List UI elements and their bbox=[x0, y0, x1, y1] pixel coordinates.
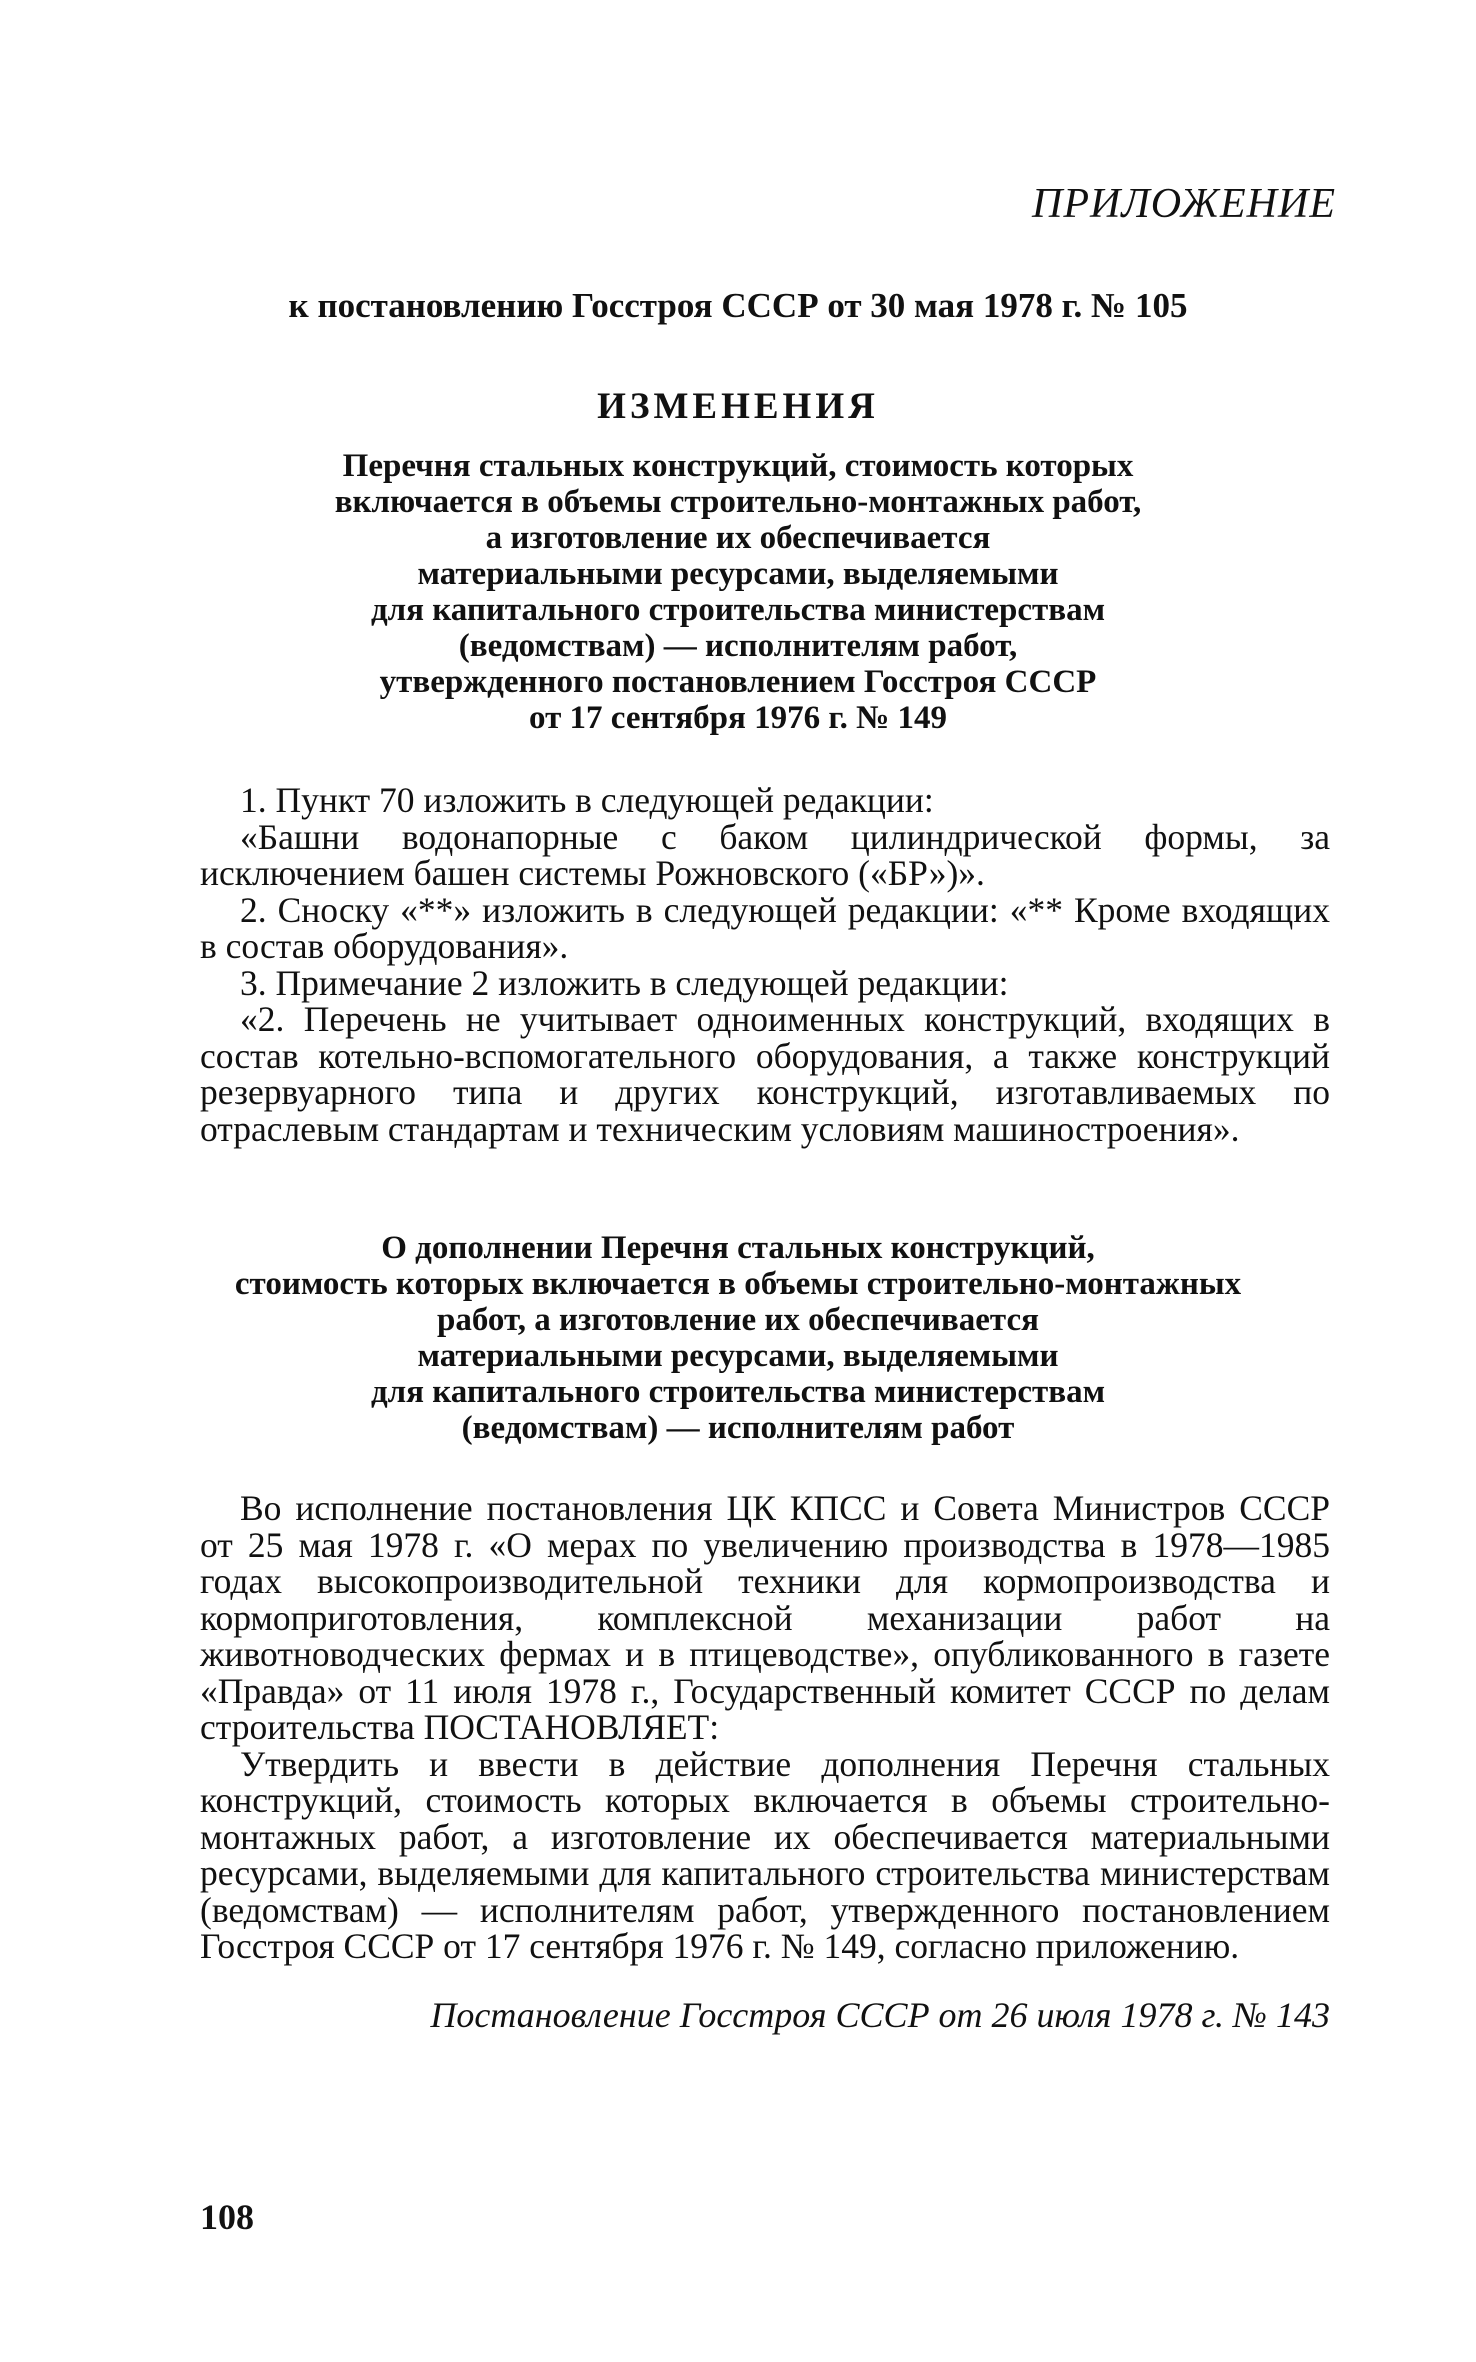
addition-title-line: для капитального строительства министерствам bbox=[370, 1374, 1106, 1410]
change-item: «Башни водонапорные с баком цилиндрической формы, за исключением башен системы Рожновского («БР»)». bbox=[200, 816, 1330, 893]
change-item: 1. Пункт 70 изложить в следующей редакции: bbox=[240, 780, 934, 820]
change-item: 3. Примечание 2 изложить в следующей редакции: bbox=[240, 962, 1009, 1003]
changes-title: ИЗМЕНЕНИЯ bbox=[597, 386, 879, 427]
changes-subtitle-line: (ведомствам) — исполнителям работ, bbox=[458, 628, 1018, 664]
decree-text bbox=[200, 1490, 1330, 1965]
changes-subtitle bbox=[200, 448, 1276, 736]
addition-title-line: (ведомствам) — исполнителям работ bbox=[461, 1410, 1015, 1446]
changes-subtitle-line: для капитального строительства министерствам bbox=[370, 592, 1106, 628]
addition-title-line: стоимость которых включается в объемы строительно-монтажных bbox=[234, 1266, 1242, 1302]
decree-paragraph: Во исполнение постановления ЦК КПСС и Совета Министров СССР от 25 мая 1978 г. «О мерах по увеличению производства в 1978—1985 годах высокопроизводительной техники для кормопроизводства и кормоприготовления, комплексной механизации работ на животноводческих фермах и в птицеводстве», опубликованного в газете «Правда» от 11 июля 1978 г., Государственный комитет СССР по делам строительства ПОСТАНОВЛЯЕТ: bbox=[200, 1488, 1330, 1747]
page-number: 108 bbox=[200, 2197, 254, 2237]
decree-paragraph: Утвердить и ввести в действие дополнения Перечня стальных конструкций, стоимость которых включается в объемы строительно-монтажных работ, а изготовление их обеспечивается материальными ресурсами, выделяемыми для капитального строительства министерствам (ведомствам) — исполнителям работ, утвержденного постановлением Госстроя СССР от 17 сентября 1976 г. № 149, согласно приложению. bbox=[200, 1743, 1330, 1966]
appendix-label: ПРИЛОЖЕНИЕ bbox=[1032, 181, 1336, 227]
changes-subtitle-line: Перечня стальных конструкций, стоимость которых bbox=[342, 448, 1134, 484]
appendix-reference: к постановлению Госстроя СССР от 30 мая 1978 г. № 105 bbox=[288, 286, 1188, 325]
changes-subtitle-line: от 17 сентября 1976 г. № 149 bbox=[529, 700, 947, 736]
addition-title-line: О дополнении Перечня стальных конструкций, bbox=[381, 1230, 1095, 1266]
changes-subtitle-line: а изготовление их обеспечивается bbox=[485, 520, 991, 556]
addition-title-line: работ, а изготовление их обеспечивается bbox=[437, 1302, 1039, 1338]
addition-title bbox=[200, 1230, 1276, 1446]
change-item: «2. Перечень не учитывает одноименных конструкций, входящих в состав котельно-вспомогательного оборудования, а также конструкций резервуарного типа и других конструкций, изготавливаемых по отраслевым стандартам и техническим условиям машиностроения». bbox=[200, 999, 1330, 1149]
changes-items bbox=[200, 782, 1330, 1147]
change-item: 2. Сноску «**» изложить в следующей редакции: «** Кроме входящих в состав оборудования». bbox=[200, 889, 1330, 966]
changes-subtitle-line: включается в объемы строительно-монтажных работ, bbox=[334, 484, 1142, 520]
addition-title-line: материальными ресурсами, выделяемыми bbox=[417, 1338, 1059, 1374]
changes-subtitle-line: утвержденного постановлением Госстроя СССР bbox=[379, 664, 1097, 700]
changes-subtitle-line: материальными ресурсами, выделяемыми bbox=[417, 556, 1059, 592]
decree-signature: Постановление Госстроя СССР от 26 июля 1978 г. № 143 bbox=[430, 1995, 1330, 2035]
